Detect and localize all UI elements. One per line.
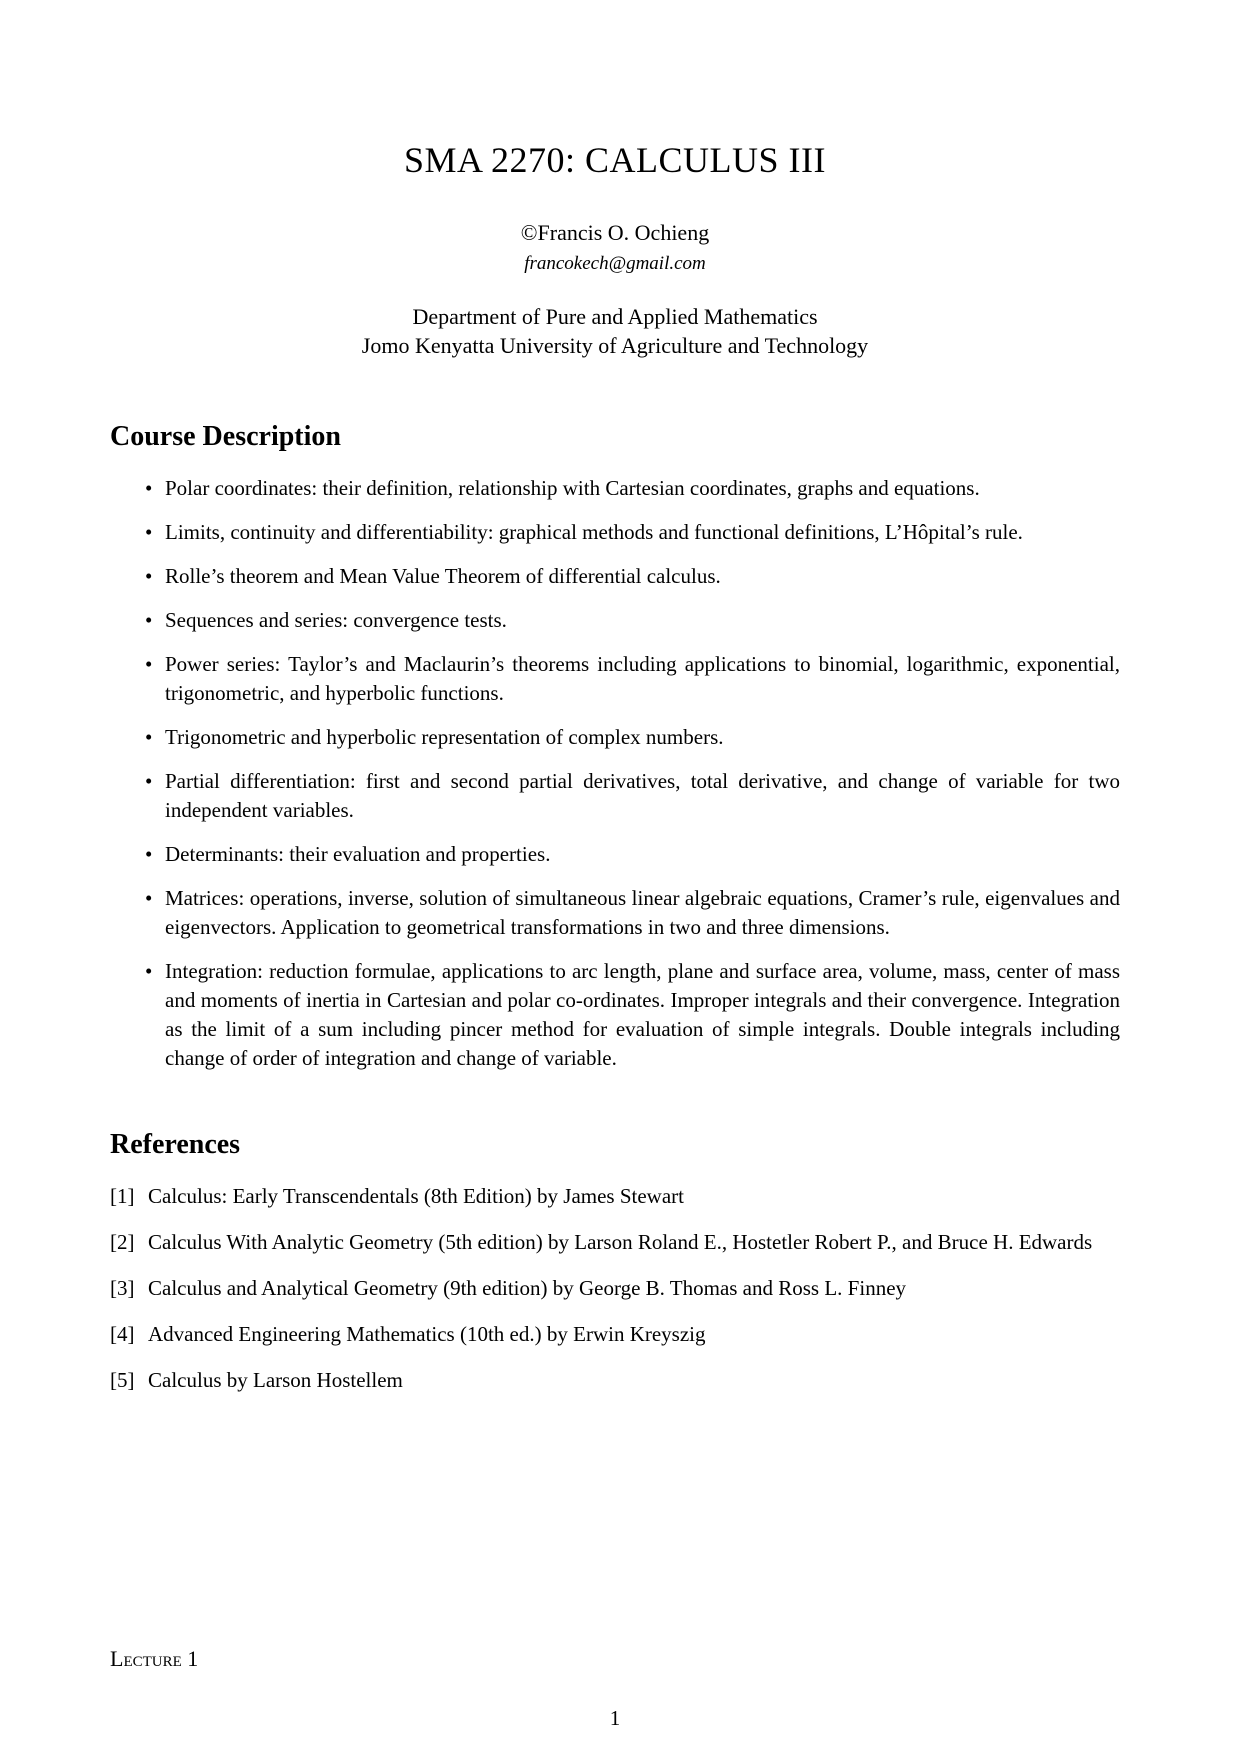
course-topic-item [110, 474, 1120, 503]
reference-item [110, 1274, 1120, 1303]
affiliation-university: Jomo Kenyatta University of Agriculture and Technology [361, 333, 869, 358]
course-topics-list [110, 474, 1120, 1073]
course-topic-item [110, 767, 1120, 825]
course-topic-item [110, 518, 1120, 547]
references-list [110, 1182, 1120, 1395]
course-topic-item [110, 884, 1120, 942]
course-topic-item [110, 840, 1120, 869]
reference-item [110, 1366, 1120, 1395]
course-topic-text: Limits, continuity and differentiability: graphical methods and functional definitions, L’Hôpital’s rule. [165, 520, 1023, 544]
bullet-icon: • [145, 959, 153, 983]
document-title: SMA 2270: CALCULUS III [403, 140, 827, 180]
course-topic-item [110, 562, 1120, 591]
document-content [110, 0, 1120, 1395]
reference-item [110, 1182, 1120, 1211]
reference-item [110, 1320, 1120, 1349]
page-number: 1 [609, 1706, 621, 1730]
course-topic-text: Matrices: operations, inverse, solution of simultaneous linear algebraic equations, Cramer’s rule, eigenvalues and eigenvectors. Application to geometrical transformations in two and three dimensions. [165, 886, 1120, 939]
author-name: ©Francis O. Ochieng [520, 220, 710, 245]
bullet-icon: • [145, 842, 153, 866]
course-topic-text: Trigonometric and hyperbolic representation of complex numbers. [165, 725, 724, 749]
bullet-icon: • [145, 520, 153, 544]
reference-label: [2] [110, 1230, 135, 1254]
reference-text: Calculus: Early Transcendentals (8th Edition) by James Stewart [148, 1184, 684, 1208]
lecture-label: Lecture 1 [110, 1646, 199, 1671]
bullet-icon: • [145, 608, 153, 632]
reference-label: [1] [110, 1184, 135, 1208]
bullet-icon: • [145, 886, 153, 910]
affiliation-department: Department of Pure and Applied Mathematics [412, 304, 818, 329]
course-topic-text: Integration: reduction formulae, applications to arc length, plane and surface area, volume, mass, center of mass and moments of inertia in Cartesian and polar co-ordinates. Improper integrals and their convergence. Integration as the limit of a sum including pincer method for evaluation of simple integrals. Double integrals including change of order of integration and change of variable. [165, 959, 1120, 1070]
course-topic-item [110, 606, 1120, 635]
author-email: francokech@gmail.com [524, 253, 706, 274]
course-topic-item [110, 957, 1120, 1073]
bullet-icon: • [145, 476, 153, 500]
course-topic-text: Polar coordinates: their definition, relationship with Cartesian coordinates, graphs and equations. [165, 476, 980, 500]
bullet-icon: • [145, 652, 153, 676]
reference-text: Calculus by Larson Hostellem [148, 1368, 403, 1392]
course-topic-text: Rolle’s theorem and Mean Value Theorem of differential calculus. [165, 564, 721, 588]
reference-item [110, 1228, 1120, 1257]
course-topic-text: Sequences and series: convergence tests. [165, 608, 507, 632]
course-description-heading: Course Description [110, 421, 341, 452]
reference-label: [3] [110, 1276, 135, 1300]
reference-label: [5] [110, 1368, 135, 1392]
affiliation-block [110, 302, 1120, 360]
reference-label: [4] [110, 1322, 135, 1346]
course-topic-item [110, 650, 1120, 708]
course-topic-text: Determinants: their evaluation and properties. [165, 842, 551, 866]
reference-text: Advanced Engineering Mathematics (10th ed.) by Erwin Kreyszig [148, 1322, 706, 1346]
bullet-icon: • [145, 725, 153, 749]
course-topic-text: Power series: Taylor’s and Maclaurin’s theorems including applications to binomial, logarithmic, exponential, trigonometric, and hyperbolic functions. [165, 652, 1120, 705]
reference-text: Calculus and Analytical Geometry (9th edition) by George B. Thomas and Ross L. Finney [148, 1276, 907, 1300]
course-topic-item [110, 723, 1120, 752]
bullet-icon: • [145, 769, 153, 793]
course-topic-text: Partial differentiation: first and second partial derivatives, total derivative, and change of variable for two independent variables. [165, 769, 1120, 822]
bullet-icon: • [145, 564, 153, 588]
references-heading: References [110, 1129, 241, 1160]
reference-text: Calculus With Analytic Geometry (5th edition) by Larson Roland E., Hostetler Robert P., and Bruce H. Edwards [148, 1230, 1093, 1254]
